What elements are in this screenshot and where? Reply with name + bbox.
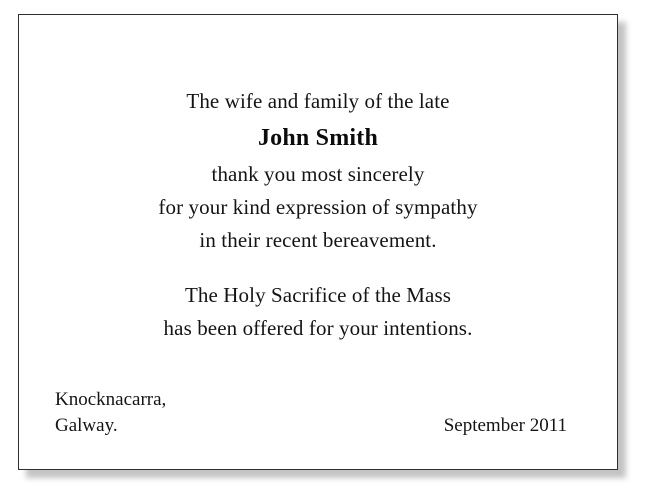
verse-thanks-line-3: in their recent bereavement. xyxy=(199,228,437,252)
verse-mass-line-1: The Holy Sacrifice of the Mass xyxy=(184,283,451,307)
card-inner xyxy=(19,15,617,469)
memorial-verse xyxy=(19,85,617,345)
address-line-1: Knocknacarra, xyxy=(55,389,167,410)
verse-thanks-line-1: thank you most sincerely xyxy=(211,162,425,186)
address-line-2: Galway. xyxy=(55,415,118,436)
verse-spacer xyxy=(19,257,617,279)
verse-mass-line-2: has been offered for your intentions. xyxy=(163,316,473,340)
verse-thanks-line-2: for your kind expression of sympathy xyxy=(158,195,478,219)
card-footer xyxy=(55,387,581,439)
verse-intro-line: The wife and family of the late xyxy=(186,89,450,113)
deceased-name: John Smith xyxy=(257,125,379,151)
card-date: September 2011 xyxy=(443,415,567,436)
address-block xyxy=(55,387,166,439)
acknowledgement-card xyxy=(18,14,618,470)
